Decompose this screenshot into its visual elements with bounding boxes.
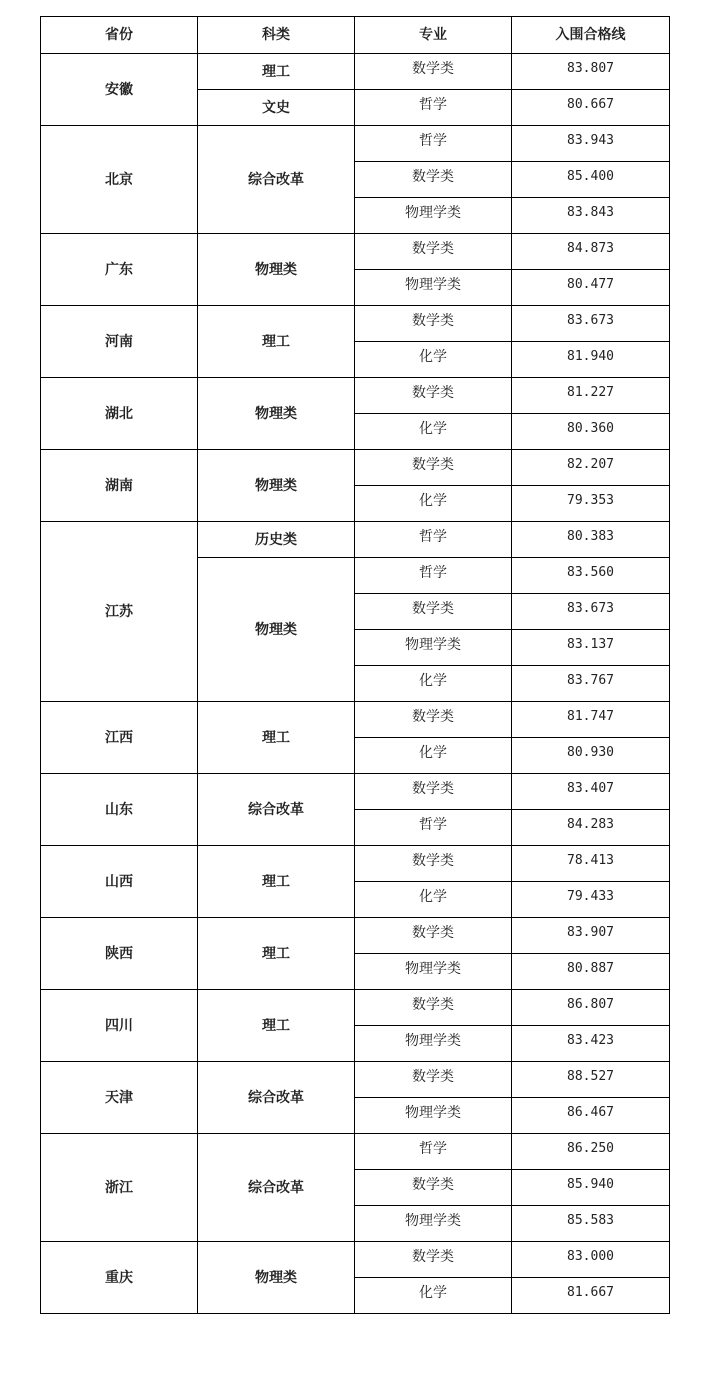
table-row	[41, 54, 670, 90]
table-row	[41, 1062, 670, 1098]
major-cell: 数学类	[355, 450, 512, 486]
province-cell: 天津	[41, 1062, 198, 1134]
score-cell: 82.207	[512, 450, 670, 486]
score-cell: 80.887	[512, 954, 670, 990]
score-cell: 80.383	[512, 522, 670, 558]
category-cell: 综合改革	[198, 774, 355, 846]
category-cell: 物理类	[198, 1242, 355, 1314]
major-cell: 数学类	[355, 702, 512, 738]
score-cell: 80.477	[512, 270, 670, 306]
major-cell: 数学类	[355, 54, 512, 90]
province-cell: 江西	[41, 702, 198, 774]
category-cell: 历史类	[198, 522, 355, 558]
score-cell: 85.583	[512, 1206, 670, 1242]
province-cell: 浙江	[41, 1134, 198, 1242]
major-cell: 数学类	[355, 378, 512, 414]
category-cell: 综合改革	[198, 1134, 355, 1242]
table-row	[41, 378, 670, 414]
header-row	[41, 17, 670, 54]
major-cell: 物理学类	[355, 1026, 512, 1062]
category-cell: 文史	[198, 90, 355, 126]
score-cell: 83.000	[512, 1242, 670, 1278]
category-cell: 理工	[198, 702, 355, 774]
category-cell: 物理类	[198, 234, 355, 306]
score-cell: 81.940	[512, 342, 670, 378]
province-cell: 湖北	[41, 378, 198, 450]
major-cell: 数学类	[355, 774, 512, 810]
province-cell: 四川	[41, 990, 198, 1062]
province-cell: 河南	[41, 306, 198, 378]
category-cell: 综合改革	[198, 126, 355, 234]
major-cell: 数学类	[355, 846, 512, 882]
major-cell: 哲学	[355, 522, 512, 558]
header-category: 科类	[198, 17, 355, 54]
major-cell: 数学类	[355, 918, 512, 954]
score-cell: 79.353	[512, 486, 670, 522]
major-cell: 化学	[355, 1278, 512, 1314]
score-cell: 79.433	[512, 882, 670, 918]
score-cell: 83.673	[512, 594, 670, 630]
major-cell: 数学类	[355, 1062, 512, 1098]
major-cell: 化学	[355, 882, 512, 918]
score-cell: 85.940	[512, 1170, 670, 1206]
score-cell: 83.560	[512, 558, 670, 594]
table-row	[41, 234, 670, 270]
table-row	[41, 126, 670, 162]
category-cell: 理工	[198, 54, 355, 90]
table-row	[41, 1134, 670, 1170]
province-cell: 陕西	[41, 918, 198, 990]
table-row	[41, 450, 670, 486]
score-cell: 88.527	[512, 1062, 670, 1098]
score-cell: 85.400	[512, 162, 670, 198]
score-cell: 86.250	[512, 1134, 670, 1170]
score-cell: 83.137	[512, 630, 670, 666]
major-cell: 化学	[355, 666, 512, 702]
score-cell: 80.667	[512, 90, 670, 126]
major-cell: 化学	[355, 342, 512, 378]
major-cell: 数学类	[355, 162, 512, 198]
major-cell: 化学	[355, 738, 512, 774]
category-cell: 物理类	[198, 450, 355, 522]
category-cell: 物理类	[198, 378, 355, 450]
major-cell: 哲学	[355, 1134, 512, 1170]
table-row	[41, 522, 670, 558]
major-cell: 物理学类	[355, 270, 512, 306]
score-cell: 83.843	[512, 198, 670, 234]
score-cell: 81.227	[512, 378, 670, 414]
score-cell: 83.943	[512, 126, 670, 162]
score-cell: 83.407	[512, 774, 670, 810]
score-cell: 86.467	[512, 1098, 670, 1134]
major-cell: 数学类	[355, 594, 512, 630]
score-cell: 81.747	[512, 702, 670, 738]
table-row	[41, 702, 670, 738]
table-container	[40, 16, 670, 1314]
category-cell: 物理类	[198, 558, 355, 702]
score-cell: 80.360	[512, 414, 670, 450]
header-province: 省份	[41, 17, 198, 54]
province-cell: 湖南	[41, 450, 198, 522]
table-row	[41, 918, 670, 954]
major-cell: 物理学类	[355, 630, 512, 666]
score-cell: 83.767	[512, 666, 670, 702]
table-row	[41, 990, 670, 1026]
major-cell: 物理学类	[355, 198, 512, 234]
major-cell: 哲学	[355, 126, 512, 162]
major-cell: 物理学类	[355, 954, 512, 990]
province-cell: 江苏	[41, 522, 198, 702]
major-cell: 数学类	[355, 306, 512, 342]
major-cell: 化学	[355, 414, 512, 450]
category-cell: 理工	[198, 990, 355, 1062]
header-score: 入围合格线	[512, 17, 670, 54]
province-cell: 山西	[41, 846, 198, 918]
score-cell: 83.807	[512, 54, 670, 90]
major-cell: 化学	[355, 486, 512, 522]
province-cell: 安徽	[41, 54, 198, 126]
category-cell: 理工	[198, 918, 355, 990]
score-cell: 83.907	[512, 918, 670, 954]
score-cell: 86.807	[512, 990, 670, 1026]
score-cell: 84.283	[512, 810, 670, 846]
province-cell: 重庆	[41, 1242, 198, 1314]
major-cell: 物理学类	[355, 1098, 512, 1134]
admission-score-table	[40, 16, 670, 1314]
score-cell: 84.873	[512, 234, 670, 270]
score-cell: 80.930	[512, 738, 670, 774]
table-row	[41, 846, 670, 882]
table-row	[41, 1242, 670, 1278]
province-cell: 北京	[41, 126, 198, 234]
category-cell: 理工	[198, 846, 355, 918]
major-cell: 哲学	[355, 90, 512, 126]
major-cell: 哲学	[355, 558, 512, 594]
province-cell: 山东	[41, 774, 198, 846]
score-cell: 81.667	[512, 1278, 670, 1314]
score-cell: 78.413	[512, 846, 670, 882]
major-cell: 数学类	[355, 234, 512, 270]
major-cell: 物理学类	[355, 1206, 512, 1242]
category-cell: 理工	[198, 306, 355, 378]
table-row	[41, 306, 670, 342]
major-cell: 哲学	[355, 810, 512, 846]
table-body	[41, 54, 670, 1314]
major-cell: 数学类	[355, 990, 512, 1026]
header-major: 专业	[355, 17, 512, 54]
score-cell: 83.673	[512, 306, 670, 342]
category-cell: 综合改革	[198, 1062, 355, 1134]
table-row	[41, 774, 670, 810]
score-cell: 83.423	[512, 1026, 670, 1062]
province-cell: 广东	[41, 234, 198, 306]
major-cell: 数学类	[355, 1170, 512, 1206]
major-cell: 数学类	[355, 1242, 512, 1278]
